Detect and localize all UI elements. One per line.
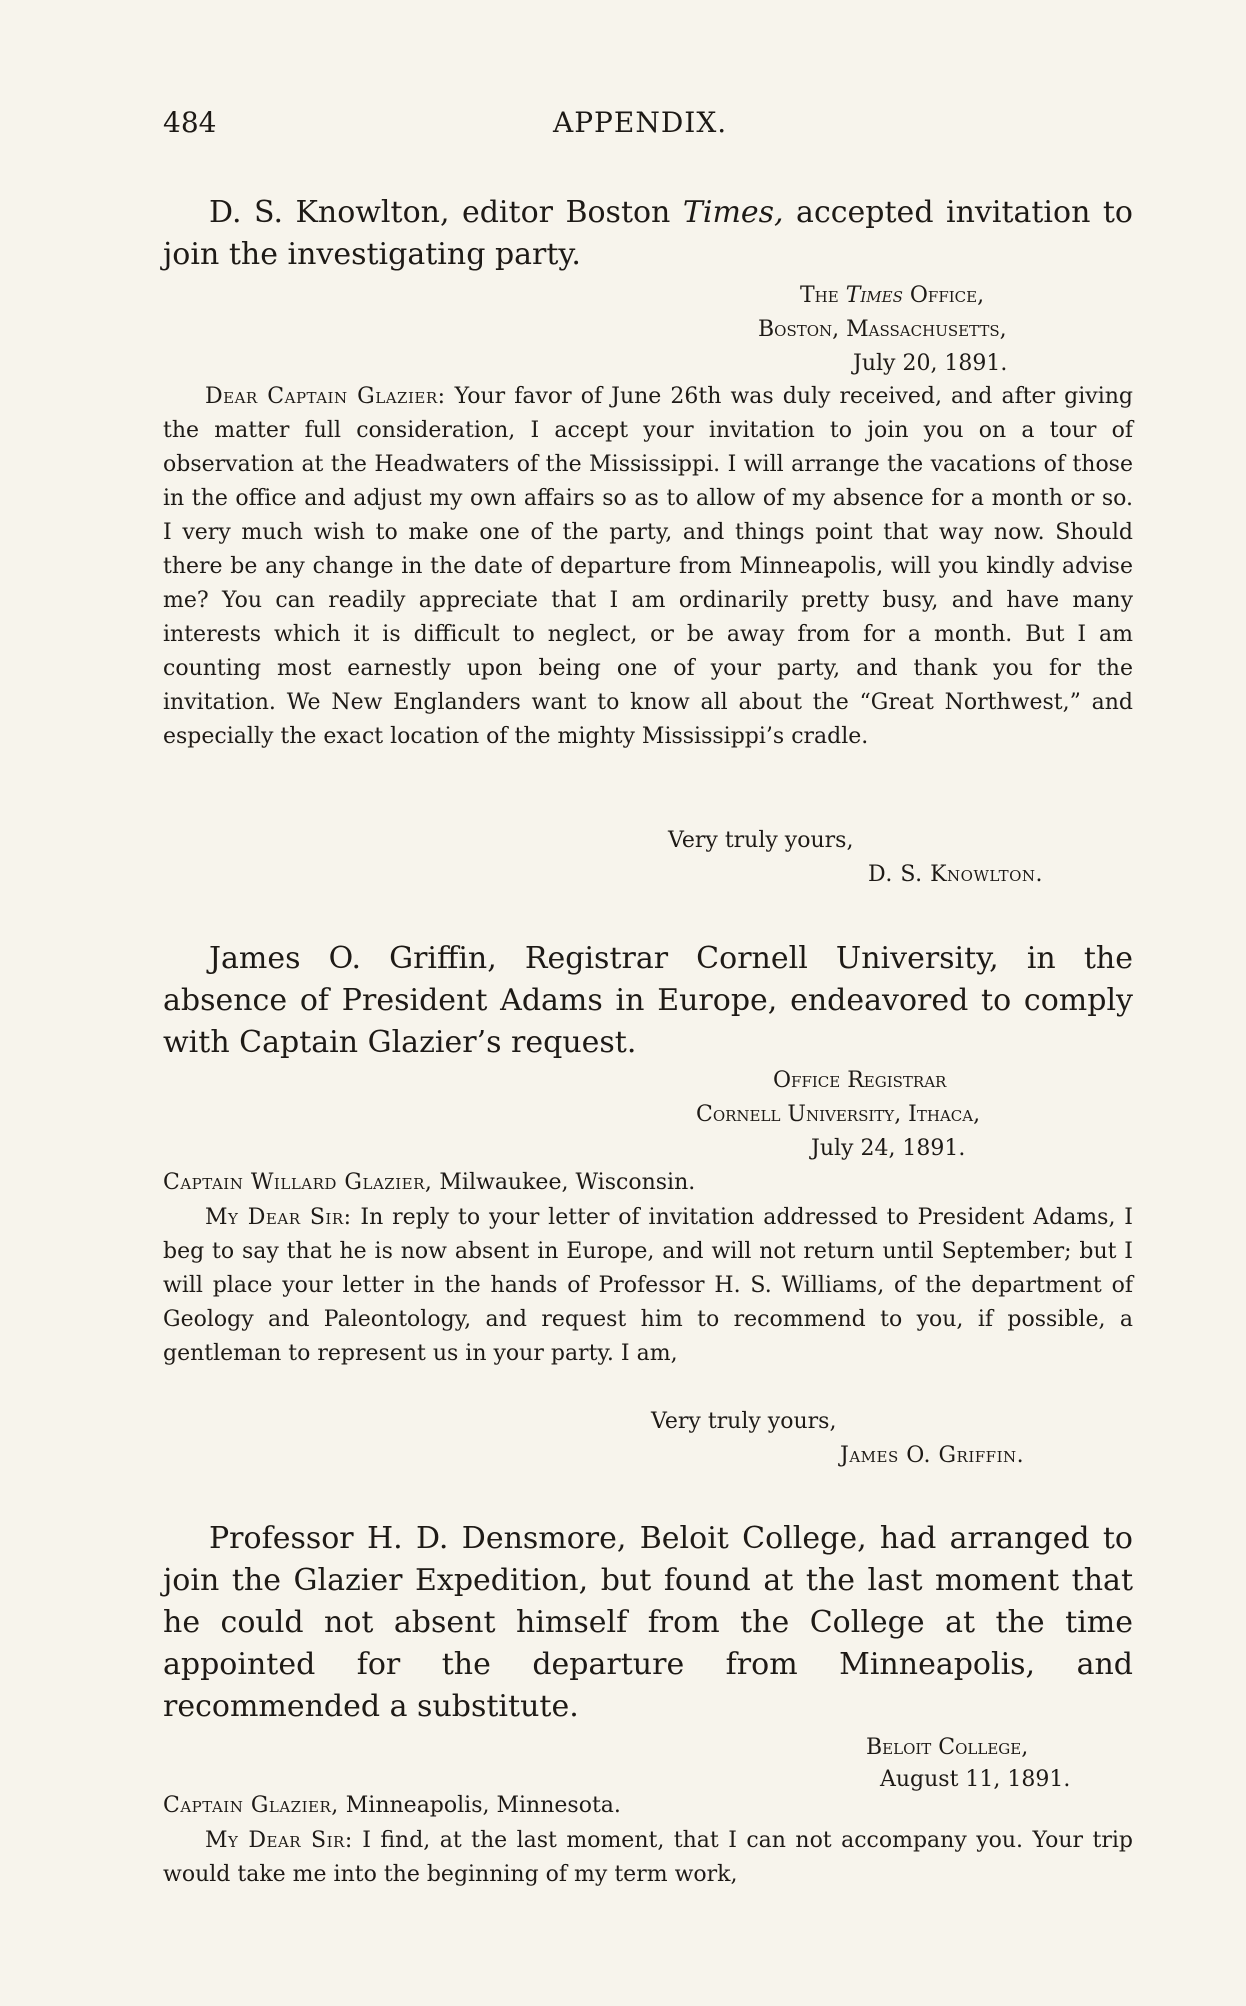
- knowlton-intro-em: Times,: [682, 195, 784, 230]
- knowlton-letter-date: July 20, 1891.: [853, 351, 1008, 376]
- densmore-letter-body: [163, 1824, 1133, 1892]
- densmore-intro: [163, 1518, 1133, 1728]
- griffin-intro: [163, 938, 1133, 1064]
- knowlton-heading-a: The: [800, 283, 846, 308]
- griffin-letter-body: [163, 1201, 1133, 1371]
- knowlton-heading-em: Times: [845, 283, 903, 308]
- knowlton-body-text: Your favor of June 26th was duly received, and after giving the matter full consideration, I accept your invitation to join you on a tour of observation at the Headwaters of the Mississippi. I will arrange the vacations of those in the office and adjust my own affairs so as to allow of my absence for a month or so. I very much wish to make one of the party, and things point that way now. Should there be any change in the date of departure from Minneapolis, will you kindly advise me? You can readily appreciate that I am ordinarily pretty busy, and have many interests which it is difficult to neglect, or be away from for a month. But I am counting most earnestly upon being one of your party, and thank you for the invitation. We New Englanders want to know all about the “Great Northwest,” and especially the exact location of the mighty Mississippi’s cradle.: [163, 384, 1133, 749]
- densmore-body-text: I find, at the last moment, that I can not accompany you. Your trip would take me into the beginning of my term work,: [163, 1828, 1133, 1887]
- densmore-addressee-place: Minneapolis, Minnesota.: [338, 1793, 621, 1818]
- griffin-heading-place: Cornell University, Ithaca,: [696, 1102, 981, 1127]
- densmore-intro-text: Professor H. D. Densmore, Beloit College, had arranged to join the Glazier Expedition, but found at the last moment that he could not absent himself from the College at the time appointed for the departure from Minneapolis, and recommended a substitute.: [163, 1521, 1133, 1724]
- knowlton-letter-heading: [800, 283, 984, 308]
- griffin-body-text: In reply to your letter of invitation addressed to President Adams, I beg to say that he is now absent in Europe, and will not return until September; but I will place your letter in the hands of Professor H. S. Williams, of the department of Geology and Paleontology, and request him to recommend to you, if possible, a gentleman to represent us in your party. I am,: [163, 1205, 1133, 1366]
- griffin-closing: Very truly yours,: [651, 1409, 837, 1434]
- griffin-intro-text: James O. Griffin, Registrar Cornell University, in the absence of President Adams in Europe, endeavored to comply with Captain Glazier’s request.: [163, 941, 1133, 1060]
- griffin-addressee-name: Captain Willard Glazier,: [163, 1170, 433, 1195]
- griffin-addressee-place: Milwaukee, Wisconsin.: [432, 1170, 696, 1195]
- knowlton-salutation: Dear Captain Glazier:: [205, 384, 446, 409]
- running-title: APPENDIX.: [553, 106, 728, 139]
- knowlton-heading-place: Boston, Massachusetts,: [758, 317, 1007, 342]
- running-head: [163, 106, 1133, 146]
- densmore-addressee: [163, 1793, 621, 1818]
- knowlton-intro: [163, 192, 1133, 276]
- knowlton-intro-b: accepted invitation to join the investigating party.: [163, 195, 1133, 272]
- griffin-signature: James O. Griffin.: [840, 1443, 1025, 1468]
- densmore-letter-date: August 11, 1891.: [880, 1767, 1071, 1792]
- densmore-addressee-name: Captain Glazier,: [163, 1793, 339, 1818]
- knowlton-signature: D. S. Knowlton.: [868, 862, 1044, 887]
- griffin-letter-date: July 24, 1891.: [811, 1136, 966, 1161]
- knowlton-heading-b: Office,: [902, 283, 985, 308]
- griffin-salutation: My Dear Sir:: [205, 1205, 352, 1230]
- densmore-heading-college: Beloit College,: [866, 1735, 1029, 1760]
- griffin-addressee: [163, 1170, 695, 1195]
- page-number: 484: [163, 106, 217, 139]
- knowlton-intro-a: D. S. Knowlton, editor Boston: [209, 195, 683, 230]
- knowlton-closing: Very truly yours,: [668, 828, 854, 853]
- griffin-heading-office: Office Registrar: [773, 1068, 947, 1093]
- densmore-salutation: My Dear Sir:: [205, 1828, 353, 1853]
- knowlton-letter-body: [163, 380, 1133, 754]
